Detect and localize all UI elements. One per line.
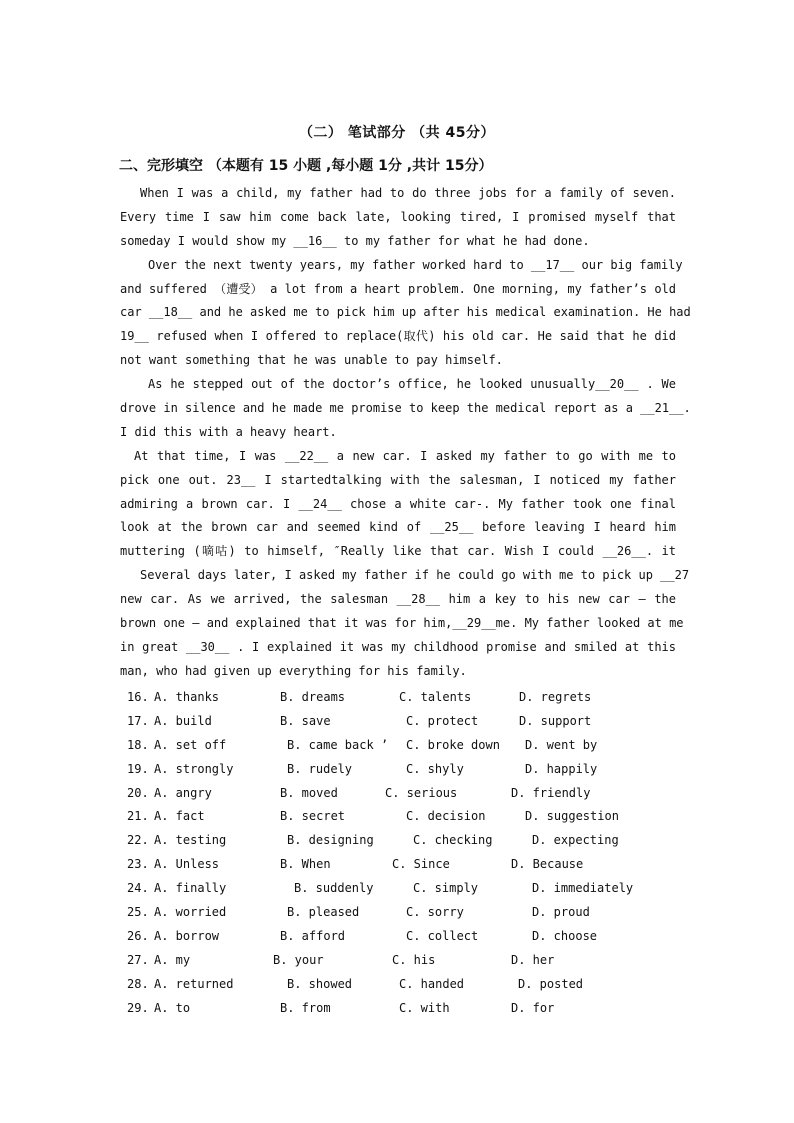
option-a: A. my: [154, 952, 191, 967]
question-row: [127, 710, 687, 734]
option-a: A. angry: [154, 785, 212, 800]
question-number: 26.: [127, 928, 149, 943]
option-a: A. returned: [154, 976, 234, 991]
passage-line: drove in silence and he made me promise to keep the medical report as a __21__.: [120, 401, 691, 416]
question-row: [127, 973, 687, 997]
option-a: A. build: [154, 713, 212, 728]
question-number: 21.: [127, 809, 149, 824]
option-a: A. worried: [154, 905, 227, 920]
question-row: [127, 925, 687, 949]
option-c: C. sorry: [406, 905, 464, 920]
option-b: B. pleased: [287, 905, 360, 920]
question-row: [127, 949, 687, 973]
option-a: A. strongly: [154, 761, 234, 776]
option-a: A. testing: [154, 833, 227, 848]
option-b: B. from: [280, 1000, 331, 1015]
option-d: D. expecting: [532, 833, 619, 848]
page-title: （二） 笔试部分 （共 45分）: [298, 125, 496, 141]
question-row: [127, 829, 687, 853]
option-c: C. decision: [406, 809, 486, 824]
question-number: 19.: [127, 761, 149, 776]
passage-line: I did this with a heavy heart.: [120, 424, 337, 439]
option-b: B. moved: [280, 785, 338, 800]
option-c: C. protect: [406, 713, 479, 728]
option-d: D. suggestion: [525, 809, 619, 824]
passage-line: pick one out. 23__ I startedtalking with the salesman, I noticed my father: [120, 472, 676, 487]
passage-line: 19__ refused when I offered to replace(取代) his old car. He said that he did: [120, 329, 676, 344]
option-d: D. proud: [532, 905, 590, 920]
passage-line: not want something that he was unable to pay himself.: [120, 353, 503, 368]
option-c: C. shyly: [406, 761, 464, 776]
option-c: C. simply: [413, 881, 479, 896]
option-b: B. suddenly: [294, 881, 374, 896]
passage-line: admiring a brown car. I __24__ chose a white car-. My father took one final: [120, 496, 676, 511]
question-number: 25.: [127, 905, 149, 920]
question-row: [127, 805, 687, 829]
question-row: [127, 686, 687, 710]
option-b: B. your: [273, 952, 324, 967]
option-c: C. collect: [406, 928, 479, 943]
option-d: D. support: [519, 713, 592, 728]
option-d: D. happily: [525, 761, 598, 776]
option-d: D. Because: [511, 857, 584, 872]
passage-line: When I was a child, my father had to do three jobs for a family of seven.: [140, 186, 676, 200]
option-b: B. rudely: [287, 761, 353, 776]
question-number: 18.: [127, 737, 149, 752]
option-c: C. Since: [392, 857, 450, 872]
passage-line: At that time, I was __22__ a new car. I asked my father to go with me to: [134, 448, 676, 463]
question-number: 28.: [127, 976, 149, 991]
option-d: D. for: [511, 1000, 555, 1015]
option-d: D. choose: [532, 928, 598, 943]
question-number: 29.: [127, 1000, 149, 1015]
passage-line: someday I would show my __16__ to my father for what he had done.: [120, 233, 590, 248]
cloze-passage: [120, 182, 691, 684]
question-number: 20.: [127, 785, 149, 800]
passage-line: man, who had given up everything for his family.: [120, 663, 467, 678]
question-number: 16.: [127, 690, 149, 704]
passage-line: brown one – and explained that it was for him,__29__me. My father looked at me: [120, 616, 684, 631]
question-row: [127, 734, 687, 758]
passage-line: new car. As we arrived, the salesman __28__ him a key to his new car – the: [120, 592, 676, 607]
option-d: D. went by: [525, 737, 598, 752]
option-c: C. with: [399, 1000, 450, 1015]
option-b: B. afford: [280, 928, 346, 943]
option-c: C. handed: [399, 976, 465, 991]
question-row: [127, 782, 687, 806]
option-a: A. fact: [154, 809, 205, 824]
answer-options: [127, 686, 687, 1020]
option-c: C. checking: [413, 833, 493, 848]
question-row: [127, 901, 687, 925]
question-number: 23.: [127, 857, 149, 872]
option-d: D. friendly: [511, 785, 591, 800]
passage-line: Every time I saw him come back late, looking tired, I promised myself that: [120, 209, 676, 224]
question-row: [127, 758, 687, 782]
option-a: A. borrow: [154, 928, 220, 943]
passage-line: muttering (嘀咕) to himself, ″Really like that car. Wish I could __26__. it: [120, 544, 676, 559]
option-b: B. showed: [287, 976, 353, 991]
option-d: D. immediately: [532, 881, 634, 896]
option-b: B. came back ’: [287, 737, 389, 752]
option-c: C. serious: [385, 785, 458, 800]
option-a: A. finally: [154, 881, 227, 896]
passage-line: Several days later, I asked my father if he could go with me to pick up __27: [140, 568, 690, 583]
option-c: C. talents: [399, 690, 472, 704]
question-number: 17.: [127, 713, 149, 728]
option-c: C. broke down: [406, 737, 500, 752]
question-number: 22.: [127, 833, 149, 848]
question-row: [127, 997, 687, 1021]
option-a: A. Unless: [154, 857, 220, 872]
option-a: A. set off: [154, 737, 227, 752]
passage-line: car __18__ and he asked me to pick him up after his medical examination. He had: [120, 305, 691, 320]
question-number: 27.: [127, 952, 149, 967]
section-heading: 二、完形填空 （本题有 15 小题 ,每小题 1分 ,共计 15分）: [119, 158, 493, 174]
passage-line: look at the brown car and seemed kind of __25__ before leaving I heard him: [120, 520, 676, 535]
passage-line: Over the next twenty years, my father worked hard to __17__ our big family: [148, 257, 683, 272]
option-b: B. When: [280, 857, 331, 872]
option-d: D. her: [511, 952, 555, 967]
option-c: C. his: [392, 952, 436, 967]
passage-line: As he stepped out of the doctor’s office, he looked unusually__20__ . We: [148, 377, 676, 392]
option-d: D. posted: [518, 976, 584, 991]
passage-line: and suffered （遭受） a lot from a heart problem. One morning, my father’s old: [120, 281, 676, 296]
question-row: [127, 877, 687, 901]
question-number: 24.: [127, 881, 149, 896]
passage-line: in great __30__ . I explained it was my childhood promise and smiled at this: [120, 639, 676, 654]
question-row: [127, 853, 687, 877]
option-d: D. regrets: [519, 690, 592, 704]
option-a: A. to: [154, 1000, 191, 1015]
option-b: B. save: [280, 713, 331, 728]
option-b: B. dreams: [280, 690, 346, 704]
option-b: B. secret: [280, 809, 346, 824]
option-b: B. designing: [287, 833, 374, 848]
option-a: A. thanks: [154, 690, 220, 704]
